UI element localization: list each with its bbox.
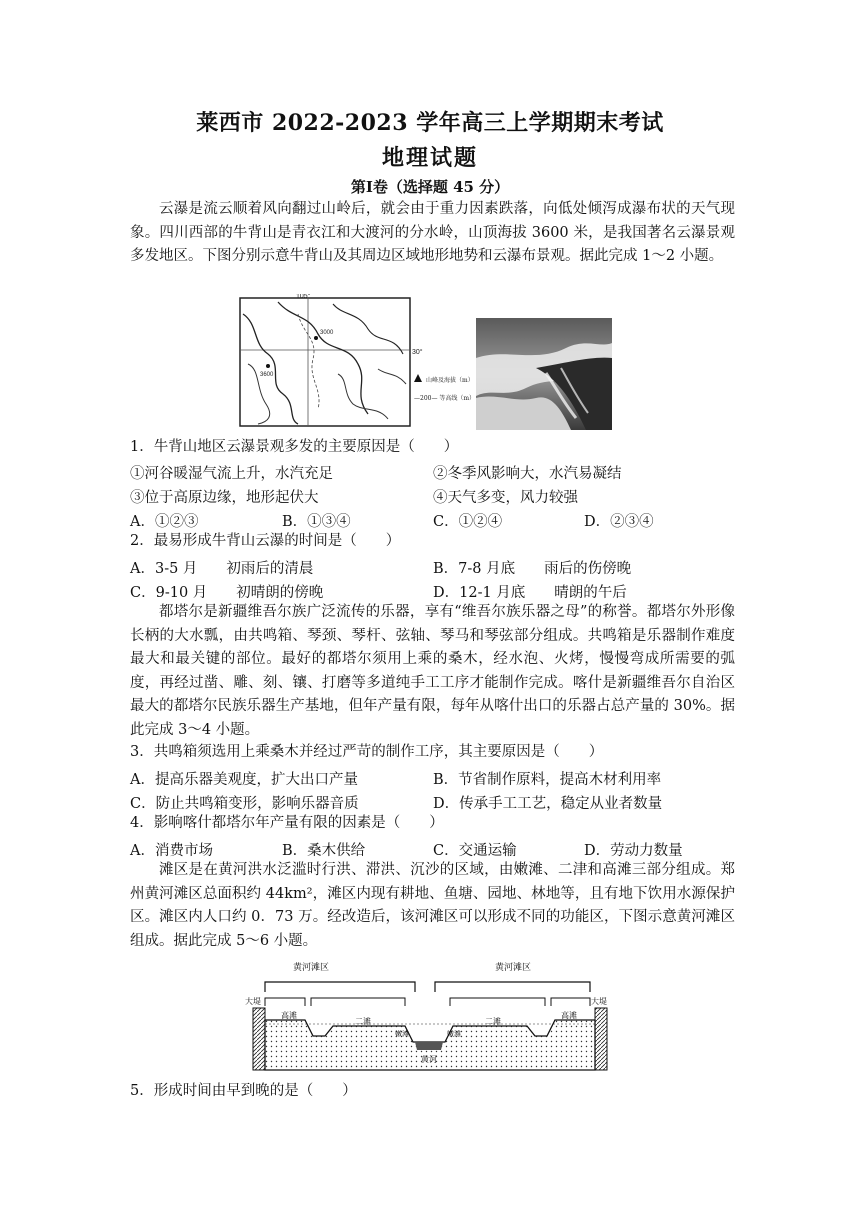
q4-stem: 4．影响喀什都塔尔年产量有限的因素是（ ） xyxy=(130,815,444,831)
tender-beach-label-right: 嫩滩 xyxy=(447,1030,461,1038)
tender-beach-label-left: 嫩滩 xyxy=(395,1030,409,1038)
q1-statement-1: ①河谷暖湿气流上升，水汽充足 xyxy=(130,466,333,482)
floodplain-diagram xyxy=(245,960,615,1076)
q1-option-a: A．①②③ xyxy=(130,514,199,530)
q1-stem: 1．牛背山地区云瀑景观多发的主要原因是（ ） xyxy=(130,439,459,455)
cloud-waterfall-photo xyxy=(476,318,612,430)
q3-stem: 3．共鸣箱须选用上乘桑木并经过严苛的制作工序，其主要原因是（ ） xyxy=(130,744,604,760)
passage-floodplain: 滩区是在黄河洪水泛滥时行洪、滞洪、沉沙的区域，由嫩滩、二津和高滩三部分组成。郑州黄河滩区总面积约 44km²，滩区内现有耕地、鱼塘、园地、林地等，且有地下饮用水源保护区。滩区内人口约 0．73 万。经改造后，该河滩区可以形成不同的功能区，下图示意黄河滩区组成。据此完成 5～6 小题。 xyxy=(130,862,735,949)
elev-label-1: 3600 xyxy=(260,372,274,378)
second-beach-label-left: 二滩 xyxy=(355,1017,371,1026)
q1-statement-4: ④天气多变，风力较强 xyxy=(433,490,578,506)
q3-option-c: C．防止共鸣箱变形，影响乐器音质 xyxy=(130,796,359,812)
levee-label-left: 大堤 xyxy=(245,997,261,1006)
second-beach-label-right: 二滩 xyxy=(485,1017,501,1026)
high-beach-label-left: 高滩 xyxy=(281,1011,297,1020)
q2-option-d: D．12-1 月底 晴朗的午后 xyxy=(433,585,627,601)
river-label: 黄河 xyxy=(421,1055,437,1064)
topographic-map xyxy=(238,294,498,430)
q2-stem: 2．最易形成牛背山云瀑的时间是（ ） xyxy=(130,533,401,549)
q1-statement-3: ③位于高原边缘，地形起伏大 xyxy=(130,490,319,506)
q1-option-d: D．②③④ xyxy=(584,514,654,530)
q4-option-b: B．桑木供给 xyxy=(282,843,366,859)
passage-cloud-waterfall: 云瀑是流云顺着风向翻过山岭后，就会由于重力因素跌落，向低处倾泻成瀑布状的天气现象。四川西部的牛背山是青衣江和大渡河的分水岭，山顶海拔 3600 米，是我国著名云瀑景观多发地区。下图分别示意牛背山及其周边区域地形地势和云瀑布景观。据此完成 1～2 小题。 xyxy=(130,201,735,264)
elev-label-2: 3000 xyxy=(320,330,334,336)
q2-option-b: B．7-8 月底 雨后的伤傍晚 xyxy=(433,561,632,577)
legend-contour: —200— 等高线（m） xyxy=(414,395,476,402)
exam-title: 莱西市 2022-2023 学年高三上学期期末考试 xyxy=(196,110,664,136)
passage-dutar: 都塔尔是新疆维吾尔族广泛流传的乐器，享有“维吾尔族乐器之母”的称誉。都塔尔外形像长柄的大水瓢，由共鸣箱、琴颈、琴杆、弦轴、琴马和琴弦部分组成。共鸣箱是乐器制作难度最大和最关键的部位。最好的都塔尔须用上乘的桑木，经水泡、火烤，慢慢弯成所需要的弧度，再经过凿、雕、刻、镶、打磨等多道纯手工工序才能制作完成。喀什是新疆维吾尔自治区最大的都塔尔民族乐器生产基地，但年产量有限，每年从喀什出口的乐器占总产量的 30%。据此完成 3～4 小题。 xyxy=(130,604,735,738)
legend-peak: 山峰及海拔（m） xyxy=(426,377,474,384)
q4-option-a: A．消费市场 xyxy=(130,843,213,859)
levee-label-right: 大堤 xyxy=(591,997,607,1006)
q1-option-c: C．①②④ xyxy=(433,514,503,530)
lon-label: 105° xyxy=(296,294,311,300)
zone-label-right: 黄河滩区 xyxy=(495,963,532,973)
high-beach-label-right: 高滩 xyxy=(561,1011,577,1020)
subject-title: 地理试题 xyxy=(381,145,478,171)
q2-option-a: A．3-5 月 初雨后的清晨 xyxy=(130,561,314,577)
q2-option-c: C．9-10 月 初晴朗的傍晚 xyxy=(130,585,324,601)
zone-label-left: 黄河滩区 xyxy=(293,963,330,973)
lat-label: 30° xyxy=(412,349,423,356)
q3-option-a: A．提高乐器美观度，扩大出口产量 xyxy=(130,772,358,788)
q1-statement-2: ②冬季风影响大，水汽易凝结 xyxy=(433,466,622,482)
peak-symbol-icon xyxy=(414,374,422,382)
q5-stem: 5．形成时间由早到晚的是（ ） xyxy=(130,1083,357,1099)
q3-option-d: D．传承手工工艺，稳定从业者数量 xyxy=(433,796,663,812)
q1-option-b: B．①③④ xyxy=(282,514,351,530)
q3-option-b: B．节省制作原料，提高木材利用率 xyxy=(433,772,662,788)
q4-option-d: D．劳动力数量 xyxy=(584,843,683,859)
q4-option-c: C．交通运输 xyxy=(433,843,517,859)
section-title: 第Ⅰ卷（选择题 45 分） xyxy=(350,178,510,196)
